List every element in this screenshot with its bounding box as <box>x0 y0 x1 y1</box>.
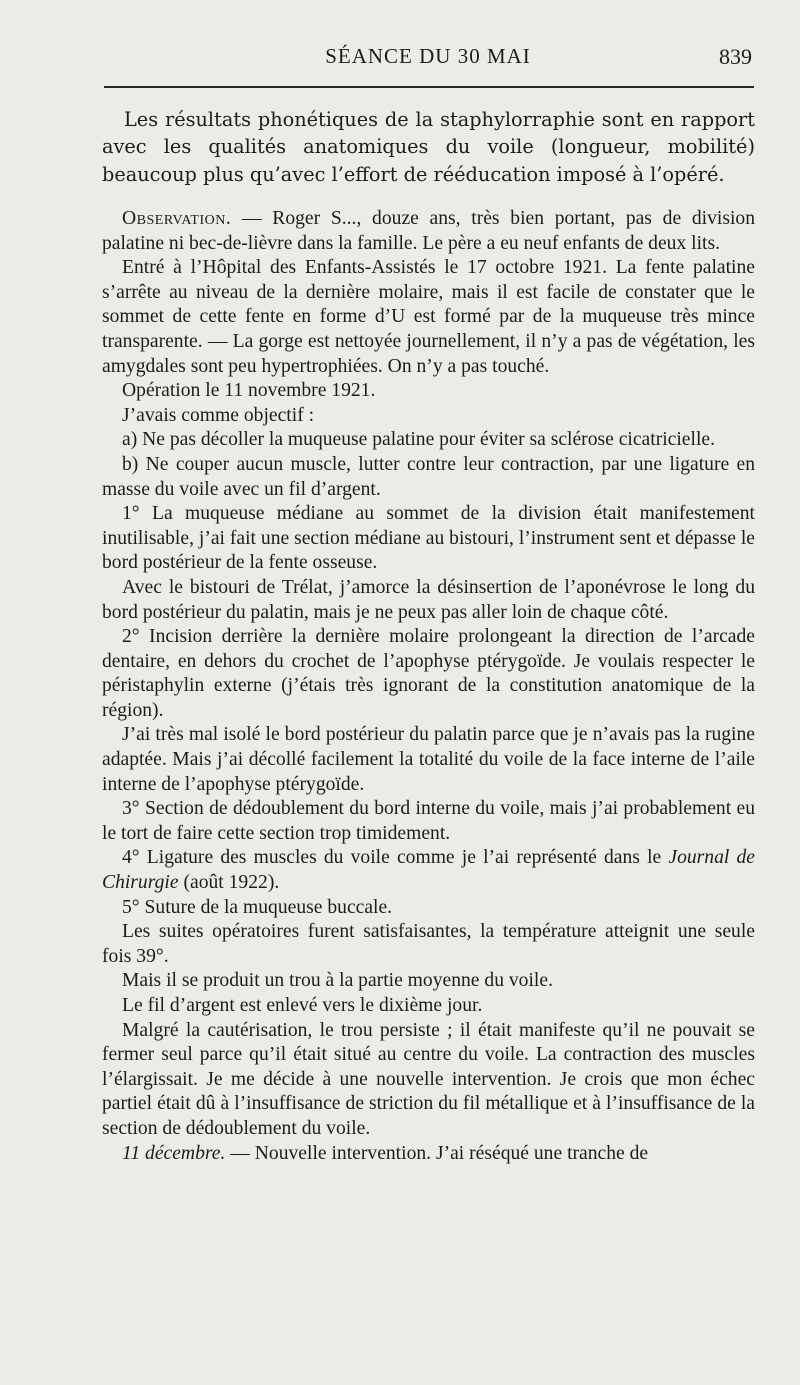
wire-paragraph: Le fil d’argent est enlevé vers le dixième jour. <box>122 995 483 1016</box>
step-4-date: (août 1922). <box>178 872 280 894</box>
objective-a: a) Ne pas décoller la muqueuse palatine pour éviter sa sclérose cicatricielle. <box>122 429 715 451</box>
trelat-paragraph: Avec le bistouri de Trélat, j’amorce la désinsertion de l’aponévrose le long du bord postérieur du palatin, mais je ne peux pas aller loin de chaque côté. <box>102 576 755 623</box>
step-4-text: 4° Ligature des muscles du voile comme je l’ai représenté dans le <box>122 847 669 869</box>
postop-paragraph: Les suites opératoires furent satisfaisantes, la température atteignit une seule fois 39°. <box>102 921 755 967</box>
hole-paragraph: Mais il se produit un trou à la partie moyenne du voile. <box>122 970 553 992</box>
journal-title: Journal de Chirurgie <box>102 847 755 894</box>
objective-b: b) Ne couper aucun muscle, lutter contre leur contraction, par une ligature en masse du voile avec un fil d’argent. <box>102 453 755 500</box>
step-5: 5° Suture de la muqueuse buccale. <box>122 896 393 918</box>
step-2: 2° Incision derrière la dernière molaire prolongeant la direction de l’arcade dentaire, en dehors du crochet de l’apophyse ptérygoïde. Je voulais respecter le péristaphylin externe (j’étais très ignorant de la constitution anatomique de la région). <box>102 626 755 721</box>
step-4 <box>102 846 755 895</box>
running-title: SÉANCE DU 30 MAI <box>325 44 531 68</box>
objective-heading: J’avais comme objectif : <box>122 404 315 426</box>
step-3: 3° Section de dédoublement du bord interne du voile, mais j’ai probablement eu le tort de faire cette section trop timidement. <box>102 798 755 844</box>
page-header <box>102 44 754 72</box>
december-paragraph <box>102 1142 755 1167</box>
observation-body <box>102 207 755 1166</box>
operation-date: Opération le 11 novembre 1921. <box>122 380 376 402</box>
admission-paragraph: Entré à l’Hôpital des Enfants-Assistés le 17 octobre 1921. La fente palatine s’arrête au niveau de la dernière molaire, mais il est facile de constater que le sommet de cette fente en forme d’U est formé par de la muqueuse très mince transparente. — La gorge est nettoyée journellement, il n’y a pas de végétation, les amygdales sont peu hypertrophiées. On n’y a pas touché. <box>102 257 755 377</box>
palatin-paragraph: J’ai très mal isolé le bord postérieur du palatin parce que je n’avais pas la rugine adaptée. Mais j’ai décollé facilement la totalité du voile de la face interne de l’aile interne de l’apophyse ptérygoïde. <box>102 724 755 795</box>
observation-text: — Roger S..., douze ans, très bien portant, pas de division palatine ni bec-de-lièvre dans la famille. Le père a eu neuf enfants de deux lits. <box>102 208 755 254</box>
observation-label: Observation. <box>122 208 232 229</box>
december-date: 11 décembre. <box>122 1142 226 1164</box>
cauterization-paragraph: Malgré la cautérisation, le trou persiste ; il était manifeste qu’il ne pouvait se fermer seul parce qu’il était situé au centre du voile. La contraction des muscles l’élargissait. Je me décide à une nouvelle intervention. Je crois que mon échec partiel était dû à l’insuffisance de striction du fil métallique et à l’insuffisance de la section de dédoublement du voile. <box>102 1019 755 1139</box>
observation-paragraph <box>102 207 755 256</box>
intro-paragraph: Les résultats phonétiques de la staphylorraphie sont en rapport avec les qualités anatomiques du voile (longueur, mobilité) beaucoup plus qu’avec l’effort de rééducation imposé à l’opéré. <box>102 108 755 186</box>
page-number: 839 <box>719 44 752 69</box>
december-text: — Nouvelle intervention. J’ai réséqué une tranche de <box>225 1142 649 1164</box>
header-rule <box>104 86 754 88</box>
step-1: 1° La muqueuse médiane au sommet de la division était manifestement inutilisable, j’ai fait une section médiane au bistouri, l’instrument sent et dépasse le bord postérieur de la fente osseuse. <box>102 503 755 574</box>
